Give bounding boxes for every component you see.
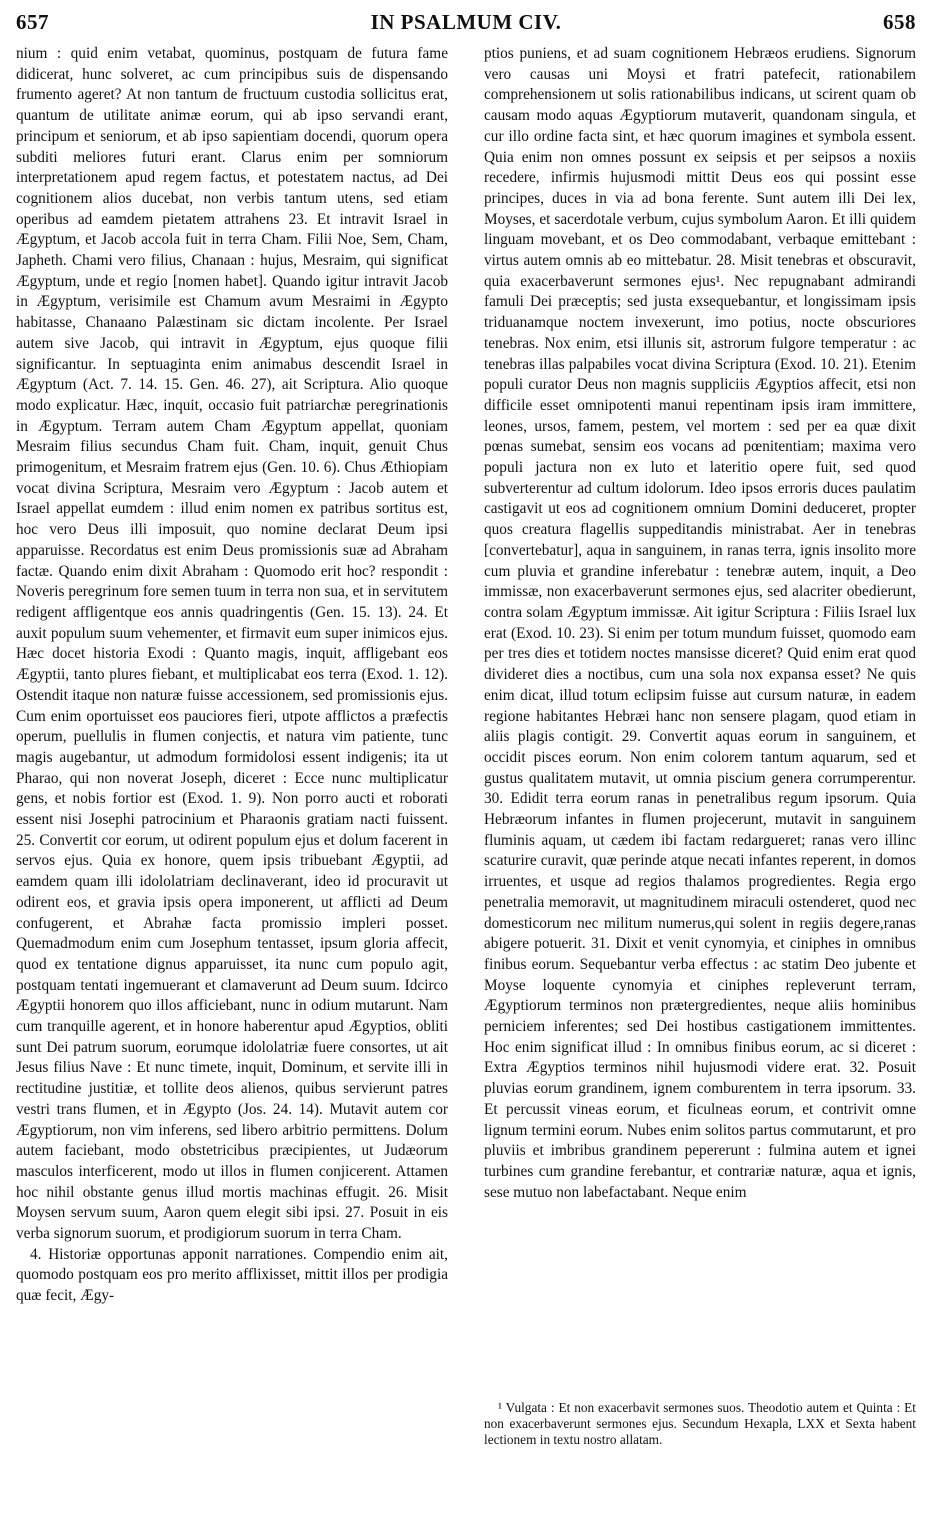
footnote: ¹ Vulgata : Et non exacerbavit sermones suos. Theodotio autem et Quinta : Et non exacerbaverunt sermones ejus. Secundum Hexapla, LXX et Sexta habent lectionem in textu nostro allatam. xyxy=(484,1400,916,1447)
right-paragraph-1: ptios puniens, et ad suam cognitionem Hebræos erudiens. Signorum vero causas uni Moysi et fratri patefecit, rationabilem comprehensionem ut solis rationabilibus indicans, ut scirent quam ob causam modo aquas Ægyptiorum mutaverit, quandonam singula, et cur illo ordine facta sint, et hæc quorum imagines et symbola essent. Quia enim non omnes possunt ex seipsis et per seipsos a noxiis recedere, infirmis hujusmodi mittit Deus eos qui possint esse principes, duces in via ad bona ferente. Sunt autem illi Dei lex, Moyses, et sacerdotale verbum, cujus symbolum Aaron. Et illi quidem linguam movebant, et os Deo commodabant, verbaque emittebant : virtus autem omnis ab eo mittebatur. 28. Misit tenebras et obscuravit, quia exacerbaverunt sermones ejus¹. Nec repugnabant admirandi famuli Dei præceptis; sed justa exsequebantur, et longissimam ipsis triduanamque noctem invexerunt, imo potius, nocte obscuriores tenebras. Nox enim, etsi illunis sit, astrorum fulgore temperatur : ac tenebras illas palpabiles vocat divina Scriptura (Exod. 10. 21). Etenim populi curator Deus non magnis suppliciis Ægyptios affecit, etsi non difficile esset omnipotenti manui repentinam ipsis iram immittere, leones, ursos, famem, pestem, vel mortem : sed per ea quæ dixit pœnas sumebat, sensim eos vocans ad pœnitentiam; maxima vero populi jactura non ex luto et lateritio opere fuit, sed quod subverterentur ad cultum idolorum. Ideo ipsos erroris duces paulatim castigavit ut eos ad cognitionem omnium Domini deduceret, propter quos creatura flagellis suppeditandis ministrabat. Aer in tenebras [convertebatur], aqua in sanguinem, in ranas terra, ignis insolito more cum pluvia et grandine inferebatur : tenebræ autem, inquit, a Deo immissæ, non exacerbaverunt sermones ejus, sed alacriter obedierunt, contra solam Ægyptum immissæ. Ait igitur Scriptura : Filiis Israel lux erat (Exod. 10. 23). Si enim per totum mundum fuisset, quomodo eam per tres dies et totidem noctes mansisse diceret? Quid enim erat quod divideret dies a noctibus, cum una sola nox expansa esset? Ne quis enim dicat, illud totum eclipsim fuisse aut cursum naturæ, in eadem regione habitantes Hebræi hanc non senserе plagam, quod etiam in aliis plagis contigit. 29. Convertit aquas eorum in sanguinem, et occidit pisces eorum. Non enim colorem tantum aquarum, sed et gustus qualitatem mutavit, ut omnia piscium genera corrumperentur. 30. Edidit terra eorum ranas in penetralibus regum ipsorum. Quia Hebræorum infantes in flumen projecerunt, mutavit in sanguinem fluminis aquam, ut cædem ibi factam redargueret; ranas vero illinc scaturire curavit, quæ perinde atque necati infantes reperent, in domos irruentes, et usque ad regios thalamos progredientes. Regia ergo penetralia memoravit, ut magnitudinem miraculi ostenderet, quod nec domesticorum nec militum numerus,qui solent in regiis degere,ranas abigere potuerit. 31. Dixit et venit cynomyia, et ciniphes in omnibus finibus eorum. Sequebantur verba effectus : ac statim Deo jubente et Moyse loquente cynomyia et ciniphes repleverunt terram, Ægyptiorum terminos non prætergredientes, neque aliis hominibus perniciem inferentes; sed Dei hostibus castigationem immittentes. Hoc enim significat illud : In omnibus finibus eorum, ac si diceret : Extra Ægyptios terminos nihil hujusmodi videre erat. 32. Posuit pluvias eorum grandinem, ignem comburentem in terra ipsorum. 33. Et percussit vineas eorum, et ficulneas eorum, et contrivit omne lignum termini eorum. Nubes enim solitos partus commutarunt, et pro pluviis et imbribus grandinem pepererunt : fulmina autem et ignei turbines cum grandine ferebantur, et contrariæ naturæ, aqua et ignis, sese mutuo non labefactabant. Neque enim xyxy=(484,45,916,1201)
page-number-right: 658 xyxy=(883,10,916,34)
left-column xyxy=(16,44,448,1307)
running-header xyxy=(16,10,916,40)
left-paragraph-1: nium : quid enim vetabat, quominus, postquam de futura fame didicerat, hunc solveret, ac cum principibus suis de dispensando frumento ageret? At non tantum de fructuum custodia sollicitus erat, quantum de utilitate animæ eorum, qui ab ipso servandi erant, principum et seniorum, et ab ipso sapientiam docendi, quorum opera subditi meliores futuri erant. Clarus enim per somniorum interpretationem apud regem factus, et potestatem nactus, ad Dei cognitionem alios ducebat, non verbis tantum utens, sed etiam operibus ad eamdem pietatem attrahens 23. Et intravit Israel in Ægyptum, et Jacob accola fuit in terra Cham. Filii Noe, Sem, Cham, Japheth. Chami vero filius, Chanaan : hujus, Mesraim, qui significat Ægyptum, unde et regio [nomen habet]. Quando igitur intravit Jacob in Ægyptum, verisimile est Chamum avum Mesraimi in Ægypto habitasse, Chanaano Palæstinam sic dictam incolente. Per Israel autem sive Jacob, qui intravit in Ægyptum, ejus quoque filii significantur. In septuaginta enim animabus descendit Israel in Ægyptum (Act. 7. 14. 15. Gen. 46. 27), ait Scriptura. Alio quoque modo explicatur. Hæc, inquit, occasio fuit patriarchæ peregrinationis in Ægyptum. Terram autem Cham Ægyptum appellat, quoniam Mesraim filius secundus Cham fuit. Cham, inquit, genuit Chus primogenitum, et Mesraim fratrem ejus (Gen. 10. 6). Chus Æthiopiam vocat divina Scriptura, Mesraim vero Ægyptum : Jacob autem et Israel appellat eumdem : illud enim nomen ex patribus sortitus est, hoc vero Deus illi imposuit, quo nomine declarat Deum ipsi apparuisse. Recordatus est enim Deus promissionis suæ ad Abraham factæ. Quando enim dixit Abraham : Quomodo erit hoc? respondit : Noveris peregrinum fore semen tuum in terra non sua, et in servitutem redigent affligentque eos annis quadringentis (Gen. 15. 13). 24. Et auxit populum suum vehementer, et firmavit eum super inimicos ejus. Hæc docet historia Exodi : Quanto magis, inquit, affligebant eos Ægyptii, tanto plures fiebant, et multiplicabat eos terra (Exod. 1. 12). Ostendit itaque non naturæ fuisse accessionem, sed promissionis ejus. Cum enim oportuisset eos pauciores fieri, utpote afflictos a præfectis operum, puellulis in flumen conjectis, et natura vim patiente, tunc magis augebantur, ut admodum formidolosi essent indigenis; ita ut Pharao, qui non noverat Joseph, diceret : Ecce nunc multiplicatur gens, et nobis fortior est (Exod. 1. 9). Non porro aucti et roborati essent nisi Josephi patrocinium et Pharaonis gratiam nacti fuissent. 25. Convertit cor eorum, ut odirent populum ejus et dolum facerent in servos ejus. Quia ex honore, quem ipsis tribuebant Ægyptii, ad eamdem quam illi idololatriam declinaverant, ideo id procuravit ut odirent eos, et gravia ipsis opera imponerent, ut afflicti ad Deum confugerent, et Abrahæ facta promissio impleri posset. Quemadmodum enim cum Josephum tentasset, ipsum gloria affecit, quod ex tentatione dignus apparuisset, ita nunc cum populo agit, postquam tentati ingemuerant et clamaverunt ad Deum suum. Idcirco Ægyptii honorem quo illos afficiebant, nunc in odium mutarunt. Nam cum tranquille agerent, et in honore haberentur apud Ægyptios, obliti sunt Dei patrum suorum, eorumque idololatriæ fuere consortes, ut ait Jesus filius Nave : Et nunc timete, inquit, Dominum, et servite illi in rectitudine justitiæ, et tollite deos alienos, quibus servierunt patres vestri trans flumen, et in Ægypto (Jos. 24. 14). Mutavit autem cor Ægyptiorum, non vim inferens, sed libero arbitrio permittens. Dolum autem faciebant, modo obstetricibus præcipientes, ut Judæorum masculos interficerent, modo ut illos in flumen conjicerent. Attamen hoc nihil obstante genus illud mortis machinas effugit. 26. Misit Moysen servum suum, Aaron quem elegit sibi ipsi. 27. Posuit in eis verba signorum suorum, et prodigiorum suorum in terra Cham. xyxy=(16,45,448,1243)
right-column xyxy=(484,44,916,1203)
page-number-left: 657 xyxy=(16,10,49,34)
left-paragraph-2: 4. Historiæ opportunas apponit narrationes. Compendio enim ait, quomodo postquam eos pro merito afflixisset, mittit illos per prodigia quæ fecit, Ægy- xyxy=(16,1245,448,1305)
running-title: IN PSALMUM CIV. xyxy=(370,10,562,34)
